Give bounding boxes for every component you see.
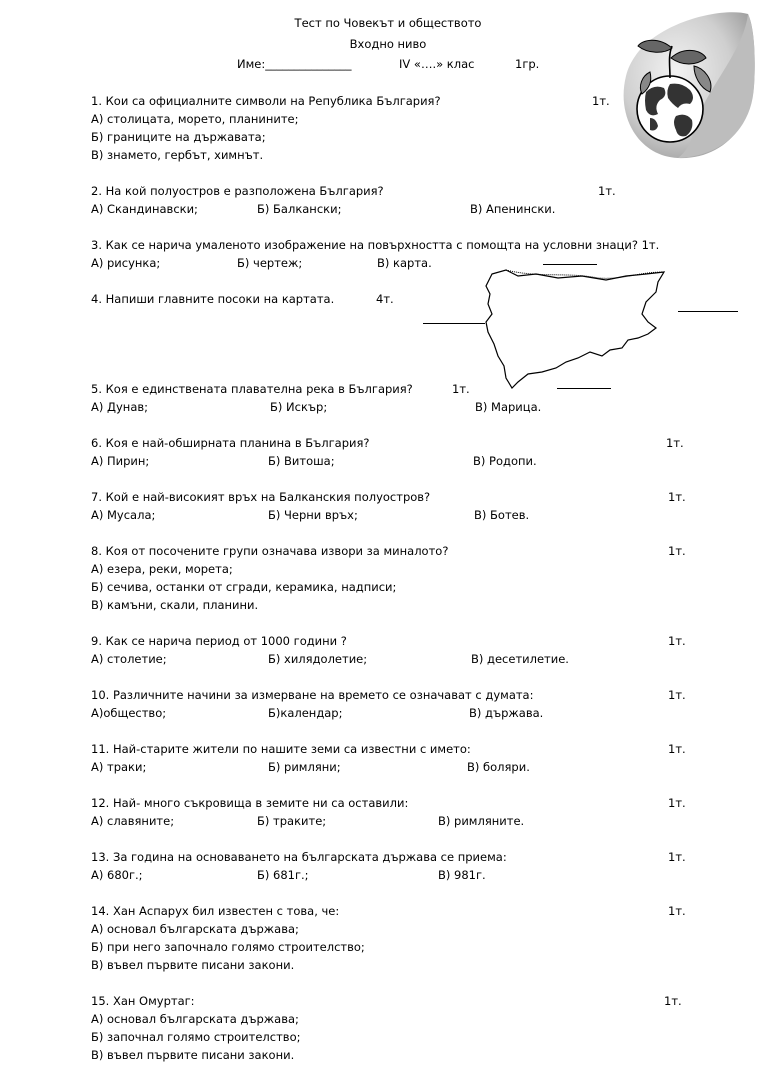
question-11: 11. Най-старите жители по нашите земи са известни с името:: [91, 742, 471, 756]
option-q10-b[interactable]: Б)календар;: [268, 706, 343, 720]
option-q11-a[interactable]: А) траки;: [91, 760, 147, 774]
option-q10-a[interactable]: А)общество;: [91, 706, 167, 720]
option-q14-b[interactable]: Б) при него започнало голямо строителство;: [91, 940, 365, 954]
option-q6-a[interactable]: А) Пирин;: [91, 454, 150, 468]
option-q1-b[interactable]: Б) границите на държавата;: [91, 130, 266, 144]
option-q5-c[interactable]: В) Марица.: [475, 400, 542, 414]
question-6: 6. Коя е най-обширната планина в България?: [91, 436, 370, 450]
points-q14: 1т.: [668, 904, 686, 918]
option-q2-b[interactable]: Б) Балкански;: [257, 202, 342, 216]
question-8: 8. Коя от посочените групи означава извори за миналото?: [91, 544, 449, 558]
points-q13: 1т.: [668, 850, 686, 864]
points-q5: 1т.: [452, 382, 470, 396]
option-q13-a[interactable]: А) 680г.;: [91, 868, 143, 882]
option-q3-c[interactable]: В) карта.: [377, 256, 432, 270]
group-label: 1гр.: [515, 57, 540, 71]
question-14: 14. Хан Аспарух бил известен с това, че:: [91, 904, 340, 918]
answer-line-north[interactable]: [543, 264, 597, 265]
option-q9-c[interactable]: В) десетилетие.: [471, 652, 569, 666]
option-q14-a[interactable]: А) основал българската държава;: [91, 922, 299, 936]
points-q8: 1т.: [668, 544, 686, 558]
option-q8-a[interactable]: А) езера, реки, морета;: [91, 562, 233, 576]
points-q4: 4т.: [376, 292, 394, 306]
points-q11: 1т.: [668, 742, 686, 756]
option-q2-a[interactable]: А) Скандинавски;: [91, 202, 198, 216]
answer-line-west[interactable]: [423, 323, 485, 324]
option-q12-c[interactable]: В) римляните.: [438, 814, 525, 828]
globe-plant-logo: [598, 6, 758, 176]
option-q7-b[interactable]: Б) Черни връх;: [268, 508, 358, 522]
option-q8-b[interactable]: Б) сечива, останки от сгради, керамика, надписи;: [91, 580, 397, 594]
points-q10: 1т.: [668, 688, 686, 702]
points-q2: 1т.: [598, 184, 616, 198]
option-q15-a[interactable]: А) основал българската държава;: [91, 1012, 299, 1026]
name-field-label: Име:_______________: [237, 57, 352, 71]
option-q9-a[interactable]: А) столетие;: [91, 652, 167, 666]
option-q15-b[interactable]: Б) започнал голямо строителство;: [91, 1030, 301, 1044]
points-q1: 1т.: [592, 94, 610, 108]
question-7: 7. Кой е най-високият връх на Балканския полуостров?: [91, 490, 431, 504]
option-q8-c[interactable]: В) камъни, скали, планини.: [91, 598, 259, 612]
question-1: 1. Кои са официалните символи на Република България?: [91, 94, 441, 108]
option-q14-c[interactable]: В) въвел първите писани закони.: [91, 958, 295, 972]
option-q6-b[interactable]: Б) Витоша;: [268, 454, 335, 468]
answer-line-south[interactable]: [557, 388, 611, 389]
option-q7-c[interactable]: В) Ботев.: [474, 508, 530, 522]
answer-line-east[interactable]: [678, 311, 738, 312]
question-15: 15. Хан Омуртаг:: [91, 994, 195, 1008]
points-q7: 1т.: [668, 490, 686, 504]
test-level: Входно ниво: [349, 37, 427, 51]
option-q1-c[interactable]: В) знамето, гербът, химнът.: [91, 148, 264, 162]
points-q12: 1т.: [668, 796, 686, 810]
bulgaria-map: [478, 258, 678, 390]
option-q12-b[interactable]: Б) траките;: [257, 814, 327, 828]
question-13: 13. За година на основаването на българската държава се приема:: [91, 850, 507, 864]
question-2: 2. На кой полуостров е разположена България?: [91, 184, 384, 198]
option-q3-b[interactable]: Б) чертеж;: [237, 256, 303, 270]
question-5: 5. Коя е единствената плавателна река в България?: [91, 382, 413, 396]
points-q15: 1т.: [664, 994, 682, 1008]
option-q11-c[interactable]: В) боляри.: [467, 760, 530, 774]
points-q9: 1т.: [668, 634, 686, 648]
question-12: 12. Най- много съкровища в земите ни са оставили:: [91, 796, 409, 810]
points-q6: 1т.: [666, 436, 684, 450]
class-field-label: IV «….» клас: [399, 57, 475, 71]
option-q1-a[interactable]: А) столицата, морето, планините;: [91, 112, 299, 126]
option-q2-c[interactable]: В) Апенински.: [470, 202, 556, 216]
option-q5-b[interactable]: Б) Искър;: [270, 400, 328, 414]
option-q13-b[interactable]: Б) 681г.;: [257, 868, 309, 882]
option-q7-a[interactable]: А) Мусала;: [91, 508, 156, 522]
question-9: 9. Как се нарича период от 1000 години ?: [91, 634, 347, 648]
question-3: 3. Как се нарича умаленото изображение на повърхността с помощта на условни знаци? 1т.: [91, 238, 660, 252]
option-q6-c[interactable]: В) Родопи.: [473, 454, 537, 468]
option-q11-b[interactable]: Б) римляни;: [268, 760, 341, 774]
option-q10-c[interactable]: В) държава.: [469, 706, 544, 720]
option-q15-c[interactable]: В) въвел първите писани закони.: [91, 1048, 295, 1062]
option-q13-c[interactable]: В) 981г.: [438, 868, 486, 882]
question-10: 10. Различните начини за измерване на времето се означават с думата:: [91, 688, 534, 702]
question-4: 4. Напиши главните посоки на картата.: [91, 292, 335, 306]
option-q9-b[interactable]: Б) хилядолетие;: [268, 652, 368, 666]
test-title: Тест по Човекът и обществото: [294, 16, 482, 30]
option-q5-a[interactable]: А) Дунав;: [91, 400, 149, 414]
option-q3-a[interactable]: А) рисунка;: [91, 256, 161, 270]
option-q12-a[interactable]: А) славяните;: [91, 814, 175, 828]
